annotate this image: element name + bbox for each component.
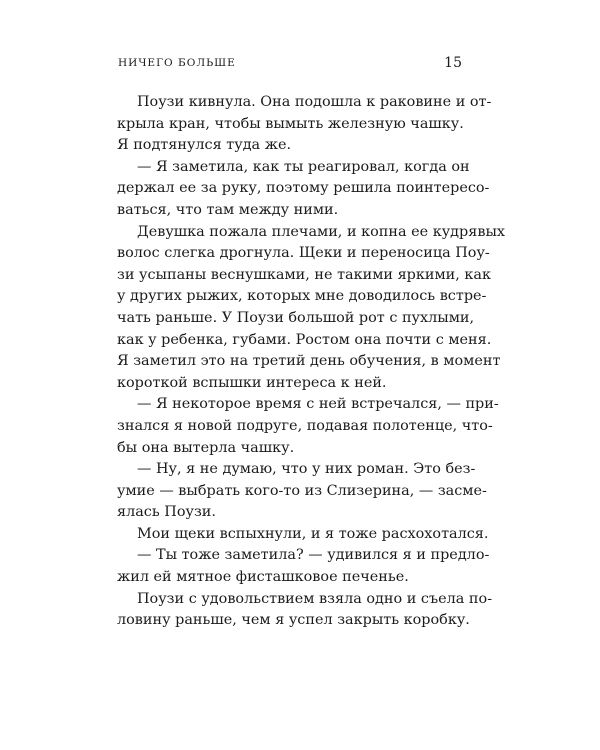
text-line: как у ребенка, губами. Ростом она почти с меня. [117, 331, 492, 348]
text-line: Я подтянулся туда же. [117, 137, 292, 154]
text-line: Поузи кивнула. Она подошла к раковине и от- [137, 94, 492, 110]
text-line: — Я некоторое время с ней встречался, — при- [137, 396, 499, 413]
text-line: ваться, что там между ними. [117, 201, 339, 218]
text-line: — Я заметила, как ты реагировал, когда он [137, 158, 470, 175]
text-line: волос слегка дрогнула. Щеки и переносица Поу- [117, 245, 490, 262]
text-line: — Ну, я не думаю, что у них роман. Это без- [137, 461, 476, 478]
body-text [117, 92, 506, 632]
running-head [112, 53, 462, 73]
text-line: бы она вытерла чашку. [117, 439, 295, 456]
page-number: 15 [444, 55, 462, 71]
running-title: НИЧЕГО БОЛЬШЕ [118, 57, 236, 69]
text-line: чать раньше. У Поузи большой рот с пухлыми, [117, 309, 475, 326]
text-line: ялась Поузи. [117, 504, 216, 521]
text-line: — Ты тоже заметила? — удивился я и предло- [137, 547, 490, 564]
text-line: зи усыпаны веснушками, не такими яркими, как [117, 266, 491, 283]
text-line: короткой вспышки интереса к ней. [117, 374, 387, 391]
text-line: Я заметил это на третий день обучения, в момент [117, 353, 501, 370]
text-line: жил ей мятное фисташковое печенье. [117, 569, 409, 586]
text-line: крыла кран, чтобы вымыть железную чашку. [117, 115, 464, 132]
text-line: умие — выбрать кого-то из Слизерина, — засме- [117, 482, 487, 499]
text-line: Девушка пожала плечами, и копна ее кудрявых [137, 223, 506, 240]
text-line: знался я новой подруге, подавая полотенце, что- [117, 417, 493, 434]
text-line: Мои щеки вспыхнули, и я тоже расхохотался. [137, 525, 489, 542]
text-line: у других рыжих, которых мне доводилось встре- [117, 288, 487, 305]
text-line: Поузи с удовольствием взяла одно и съела по- [137, 590, 493, 607]
text-line: ловину раньше, чем я успел закрыть коробку. [117, 612, 470, 629]
text-line: держал ее за руку, поэтому решила поинтересо- [117, 180, 490, 197]
